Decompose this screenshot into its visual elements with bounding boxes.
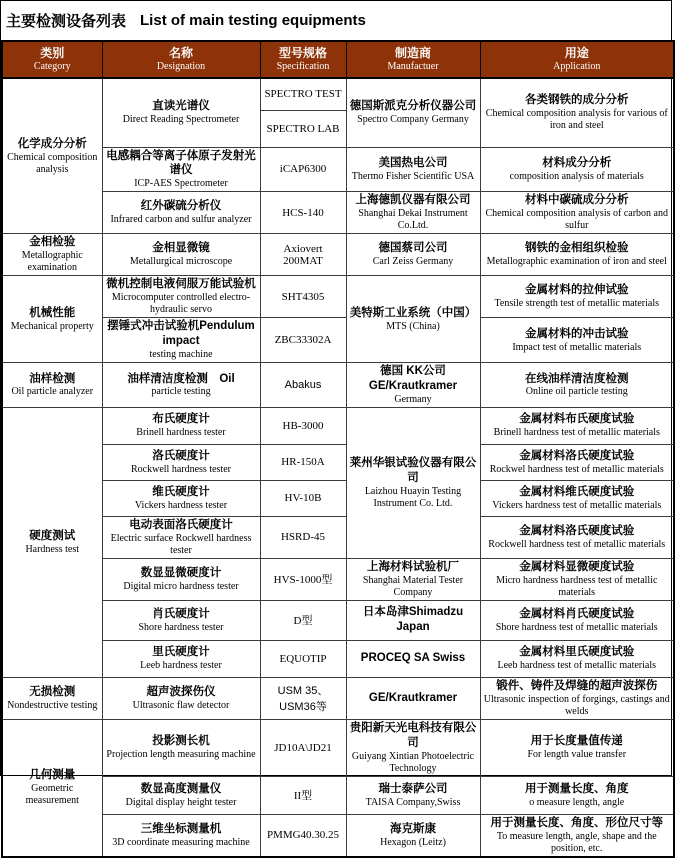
table-row xyxy=(2,480,674,516)
cell-text-cn: 电感耦合等离子体原子发射光谱仪 xyxy=(106,149,256,177)
cell-manufacturer xyxy=(346,600,480,640)
cell-text-en: Electric surface Rockwell hardness tester xyxy=(110,532,252,556)
cell-text-cn: 洛氏硬度计 xyxy=(152,449,210,462)
cell-designation xyxy=(102,558,260,600)
cell-text-cn: 油样清洁度检测 Oil xyxy=(127,372,235,385)
table-row xyxy=(2,192,674,234)
cell-text-cn: 红外碳硫分析仪 xyxy=(140,200,222,213)
cell-application xyxy=(480,640,674,677)
cell-specification xyxy=(260,814,346,856)
cell-designation xyxy=(102,600,260,640)
cell-text-cn: 莱州华银试验仪器有限公司 xyxy=(349,456,477,484)
cell-application xyxy=(480,558,674,600)
cell-category xyxy=(2,719,102,856)
cell-text-cn: 锻件、铸件及焊缝的超声波探伤 xyxy=(496,679,658,692)
cell-text-cn: 金属材料维氏硬度试验 xyxy=(519,485,635,498)
cell-manufacturer xyxy=(346,147,480,192)
cell-manufacturer xyxy=(346,276,480,363)
cell-text-en: Digital micro hardness tester xyxy=(123,580,239,592)
cell-text-en: Shore hardness tester xyxy=(138,621,224,633)
cell-text-cn: 用于测量长度、角度 xyxy=(525,782,629,795)
cell-text-cn: 金属材料的冲击试验 xyxy=(525,327,629,340)
spec-value: USM 35、USM36等 xyxy=(277,685,329,714)
cell-text-en: Carl Zeiss Germany xyxy=(372,256,454,268)
cell-text-cn: 各类钢铁的成分分析 xyxy=(525,94,629,107)
cell-text-en: MTS (China) xyxy=(386,320,440,332)
cell-text-cn: 肖氏硬度计 xyxy=(152,607,210,620)
cell-text-cn: 无损检测 xyxy=(29,685,76,698)
cell-manufacturer xyxy=(346,776,480,814)
cell-manufacturer xyxy=(346,814,480,856)
cell-application xyxy=(480,600,674,640)
table-row xyxy=(2,776,674,814)
cell-category xyxy=(2,677,102,719)
cell-text-cn: 日本岛津Shimadzu Japan xyxy=(362,606,464,634)
spec-value: HR-150A xyxy=(281,456,325,469)
cell-text-en: Shanghai Material Tester Company xyxy=(362,574,464,598)
cell-designation xyxy=(102,147,260,192)
cell-text-cn: 摆锤式冲击试验机Pendulum impact xyxy=(107,320,255,348)
table-row xyxy=(2,147,674,192)
cell-manufacturer xyxy=(346,640,480,677)
table-header-row xyxy=(2,41,674,78)
table-row xyxy=(2,640,674,677)
cell-application xyxy=(480,192,674,234)
table-row xyxy=(2,444,674,480)
cell-text-en: Infrared carbon and sulfur analyzer xyxy=(110,214,252,226)
table-row xyxy=(2,814,674,856)
cell-designation xyxy=(102,516,260,558)
cell-text-en: Microcomputer controlled electro-hydraulic servo xyxy=(111,292,251,316)
cell-specification xyxy=(260,558,346,600)
cell-text-cn: 上海材料试验机厂 xyxy=(367,560,459,573)
cell-manufacturer xyxy=(346,719,480,776)
cell-specification xyxy=(260,776,346,814)
cell-text-en: Rockwell hardness test of metallic materials xyxy=(488,538,666,550)
cell-text-en: Laizhou Huayin Testing Instrument Co. Ltd. xyxy=(364,485,462,509)
cell-designation xyxy=(102,318,260,363)
cell-text-cn: 化学成分分析 xyxy=(17,137,87,150)
cell-specification xyxy=(260,407,346,444)
cell-text-en: Rockwell hardness tester xyxy=(131,463,231,475)
cell-text-cn: 微机控制电液伺服万能试验机 xyxy=(106,278,256,291)
cell-specification xyxy=(260,516,346,558)
cell-text-cn: PROCEQ SA Swiss xyxy=(360,652,466,665)
cell-text-en: 3D coordinate measuring machine xyxy=(112,836,250,848)
spec-value: HVS-1000型 xyxy=(273,574,333,587)
cell-text-en: For length value transfer xyxy=(527,749,627,761)
cell-designation xyxy=(102,719,260,776)
cell-specification xyxy=(260,192,346,234)
spec-value: PMMG40.30.25 xyxy=(266,829,340,842)
cell-designation xyxy=(102,234,260,276)
cell-text-cn: 布氏硬度计 xyxy=(152,413,210,426)
cell-text-en: Micro hardness hardness test of metallic materials xyxy=(496,574,658,598)
cell-designation xyxy=(102,677,260,719)
cell-specification xyxy=(260,444,346,480)
page-title-en: List of main testing equipments xyxy=(140,12,366,29)
cell-text-cn: 贵阳新天光电科技有限公司 xyxy=(349,721,477,749)
cell-text-en: Tensile strength test of metallic materials xyxy=(494,298,660,310)
table-row xyxy=(2,318,674,363)
cell-specification xyxy=(260,234,346,276)
cell-text-en: Oil particle analyzer xyxy=(11,386,94,398)
cell-text-cn: 数显高度测量仪 xyxy=(140,782,222,795)
cell-specification xyxy=(260,640,346,677)
cell-category xyxy=(2,78,102,234)
cell-application xyxy=(480,407,674,444)
cell-text-en: Mechanical property xyxy=(10,320,94,332)
cell-text-cn: 油样检测 xyxy=(29,372,76,385)
cell-designation xyxy=(102,814,260,856)
cell-text-en: composition analysis of materials xyxy=(509,170,644,182)
cell-application xyxy=(480,516,674,558)
cell-text-cn: 海克斯康 xyxy=(390,822,436,835)
cell-text-en: Metallographic examination xyxy=(21,250,83,274)
cell-text-cn: 德国蔡司公司 xyxy=(378,242,448,255)
cell-application xyxy=(480,814,674,856)
cell-specification xyxy=(260,480,346,516)
cell-text-cn: 金相检验 xyxy=(29,236,76,249)
cell-specification xyxy=(260,363,346,408)
cell-text-en: Vickers hardness tester xyxy=(134,499,228,511)
cell-application xyxy=(480,776,674,814)
cell-category xyxy=(2,276,102,363)
cell-text-cn: 金属材料洛氏硬度试验 xyxy=(519,524,635,537)
cell-application xyxy=(480,444,674,480)
header-specification: 型号规格 Specification xyxy=(260,41,346,78)
cell-designation xyxy=(102,276,260,318)
cell-manufacturer xyxy=(346,407,480,558)
cell-text-en: Spectro Company Germany xyxy=(357,114,469,126)
page-title xyxy=(1,1,671,40)
cell-text-en: Chemical composition analysis for various of iron and steel xyxy=(485,108,668,132)
cell-text-en: Leeb hardness tester xyxy=(140,660,222,672)
table-row xyxy=(2,677,674,719)
cell-application xyxy=(480,719,674,776)
cell-application xyxy=(480,318,674,363)
cell-text-en: TAISA Company,Swiss xyxy=(365,796,461,808)
cell-application xyxy=(480,363,674,408)
cell-text-en: particle testing xyxy=(151,386,211,398)
cell-text-cn: 金属材料显微硬度试验 xyxy=(519,560,635,573)
equipment-table xyxy=(1,40,675,858)
table-row xyxy=(2,234,674,276)
cell-application xyxy=(480,480,674,516)
spec-value: Axiovert 200MAT xyxy=(283,242,323,267)
cell-text-en: Metallographic examination of iron and steel xyxy=(486,256,667,268)
table-row xyxy=(2,600,674,640)
cell-specification xyxy=(260,677,346,719)
cell-manufacturer xyxy=(346,677,480,719)
cell-designation xyxy=(102,776,260,814)
cell-text-cn: 里氏硬度计 xyxy=(152,646,210,659)
cell-text-en: Geometric measurement xyxy=(25,783,79,807)
spec-value: Abakus xyxy=(284,379,322,391)
spec-value: ZBC33302A xyxy=(274,334,332,347)
cell-text-cn: 金属材料洛氏硬度试验 xyxy=(519,449,635,462)
cell-specification xyxy=(260,719,346,776)
cell-designation xyxy=(102,444,260,480)
cell-text-cn: 上海德凯仪器有限公司 xyxy=(355,194,471,207)
spec-value: iCAP6300 xyxy=(279,163,327,176)
table-row xyxy=(2,276,674,318)
cell-application xyxy=(480,147,674,192)
cell-text-cn: 超声波探伤仪 xyxy=(146,685,216,698)
cell-manufacturer xyxy=(346,558,480,600)
spec-value: II型 xyxy=(293,790,313,803)
spec-value: HV-10B xyxy=(284,492,322,505)
cell-text-en: Brinell hardness tester xyxy=(136,427,226,439)
cell-text-en: Digital display height tester xyxy=(125,796,237,808)
table-row xyxy=(2,78,674,110)
cell-specification xyxy=(260,78,346,110)
cell-text-cn: 直读光谱仪 xyxy=(152,100,210,113)
page-title-cn: 主要检测设备列表 xyxy=(6,13,127,30)
cell-manufacturer xyxy=(346,78,480,147)
table-row xyxy=(2,558,674,600)
cell-text-cn: 金相显微镜 xyxy=(152,242,210,255)
cell-category xyxy=(2,407,102,677)
cell-text-cn: 瑞士泰萨公司 xyxy=(378,782,448,795)
cell-text-cn: 金属材料里氏硬度试验 xyxy=(519,646,635,659)
spec-value: SHT4305 xyxy=(281,290,325,303)
cell-designation xyxy=(102,78,260,147)
cell-specification xyxy=(260,110,346,147)
cell-text-cn: 钢铁的金相组织检验 xyxy=(525,242,629,255)
cell-text-en: Leeb hardness test of metallic materials xyxy=(497,660,657,672)
cell-text-en: Nondestructive testing xyxy=(7,699,98,711)
table-row xyxy=(2,719,674,776)
cell-text-en: Direct Reading Spectrometer xyxy=(122,114,240,126)
cell-text-cn: 德国斯派克分析仪器公司 xyxy=(349,100,477,113)
cell-text-en: Chemical composition analysis of carbon and sulfur xyxy=(485,208,668,232)
cell-text-cn: 几何测量 xyxy=(29,769,76,782)
cell-text-cn: 在线油样清洁度检测 xyxy=(525,372,629,385)
spec-value: D型 xyxy=(293,615,313,628)
cell-text-en: Vickers hardness test of metallic materials xyxy=(492,499,662,511)
cell-text-en: Projection length measuring machine xyxy=(106,749,256,761)
table-row xyxy=(2,516,674,558)
cell-text-en: Metallurgical microscope xyxy=(129,256,233,268)
header-manufacturer: 制造商 Manufactuer xyxy=(346,41,480,78)
cell-text-en: Guiyang Xintian Photoelectric Technology xyxy=(351,750,475,774)
spec-value: EQUOTIP xyxy=(279,652,327,665)
cell-text-en: Hardness test xyxy=(25,543,80,555)
spec-value: HCS-140 xyxy=(282,206,324,219)
spec-value: SPECTRO TEST xyxy=(264,88,342,101)
cell-text-cn: 金属材料肖氏硬度试验 xyxy=(519,607,635,620)
cell-text-en: Brinell hardness test of metallic materials xyxy=(493,427,660,439)
cell-text-en: Rockwel hardness test of metallic materials xyxy=(489,463,664,475)
cell-text-cn: GE/Krautkramer xyxy=(368,691,458,704)
cell-text-en: testing machine xyxy=(149,349,213,361)
cell-text-cn: 电动表面洛氏硬度计 xyxy=(129,518,233,531)
cell-text-en: ICP-AES Spectrometer xyxy=(134,178,228,190)
spec-value: HB-3000 xyxy=(282,419,324,432)
cell-text-cn: 硬度测试 xyxy=(29,529,76,542)
cell-application xyxy=(480,677,674,719)
cell-specification xyxy=(260,276,346,318)
cell-text-cn: 金属材料的拉伸试验 xyxy=(525,284,629,297)
cell-category xyxy=(2,363,102,408)
table-row xyxy=(2,407,674,444)
cell-text-cn: 用于长度量值传递 xyxy=(530,735,623,748)
cell-manufacturer xyxy=(346,192,480,234)
cell-text-en: Online oil particle testing xyxy=(525,386,628,398)
cell-application xyxy=(480,234,674,276)
cell-text-cn: 三维坐标测量机 xyxy=(140,822,222,835)
cell-manufacturer xyxy=(346,363,480,408)
cell-designation xyxy=(102,363,260,408)
cell-category xyxy=(2,234,102,276)
cell-text-en: Ultrasonic flaw detector xyxy=(132,699,230,711)
cell-text-cn: 数显显微硬度计 xyxy=(140,566,222,579)
cell-text-en: Thermo Fisher Scientific USA xyxy=(351,170,475,182)
header-category: 类别 Category xyxy=(2,41,102,78)
cell-designation xyxy=(102,192,260,234)
cell-text-cn: 机械性能 xyxy=(29,306,76,319)
cell-text-en: To measure length, angle, shape and the position, etc. xyxy=(496,830,657,854)
cell-manufacturer xyxy=(346,234,480,276)
cell-text-cn: 材料成分分析 xyxy=(542,156,612,169)
cell-designation xyxy=(102,480,260,516)
cell-designation xyxy=(102,640,260,677)
cell-text-cn: 维氏硬度计 xyxy=(152,485,210,498)
header-designation: 名称 Designation xyxy=(102,41,260,78)
cell-text-en: Chemical composition analysis xyxy=(7,151,98,175)
cell-text-en: Shore hardness test of metallic materials xyxy=(495,621,658,633)
cell-text-en: Germany xyxy=(394,393,432,405)
cell-designation xyxy=(102,407,260,444)
cell-text-en: Ultrasonic inspection of forgings, castings and welds xyxy=(483,693,670,717)
cell-text-en: Hexagon (Leitz) xyxy=(380,836,446,848)
cell-specification xyxy=(260,318,346,363)
spec-value: HSRD-45 xyxy=(280,531,325,544)
cell-application xyxy=(480,276,674,318)
spec-value: SPECTRO LAB xyxy=(266,122,340,135)
cell-specification xyxy=(260,600,346,640)
cell-text-en: o measure length, angle xyxy=(529,796,625,808)
table-row xyxy=(2,363,674,408)
cell-application xyxy=(480,78,674,147)
cell-text-cn: 美国热电公司 xyxy=(378,156,448,169)
cell-text-cn: 投影测长机 xyxy=(152,735,210,748)
cell-text-cn: 德国 KK公司 GE/Krautkramer xyxy=(368,365,458,392)
cell-text-cn: 材料中碳硫成分分析 xyxy=(525,194,629,207)
header-application: 用途 Application xyxy=(480,41,674,78)
cell-text-en: Impact test of metallic materials xyxy=(512,341,642,353)
cell-text-cn: 用于测量长度、角度、形位尺寸等 xyxy=(490,816,663,829)
cell-text-en: Shanghai Dekai Instrument Co.Ltd. xyxy=(358,208,468,232)
cell-text-cn: 美特斯工业系统（中国） xyxy=(349,306,477,319)
cell-specification xyxy=(260,147,346,192)
cell-text-cn: 金属材料布氏硬度试验 xyxy=(519,413,635,426)
spec-value: JD10A\JD21 xyxy=(274,741,332,754)
